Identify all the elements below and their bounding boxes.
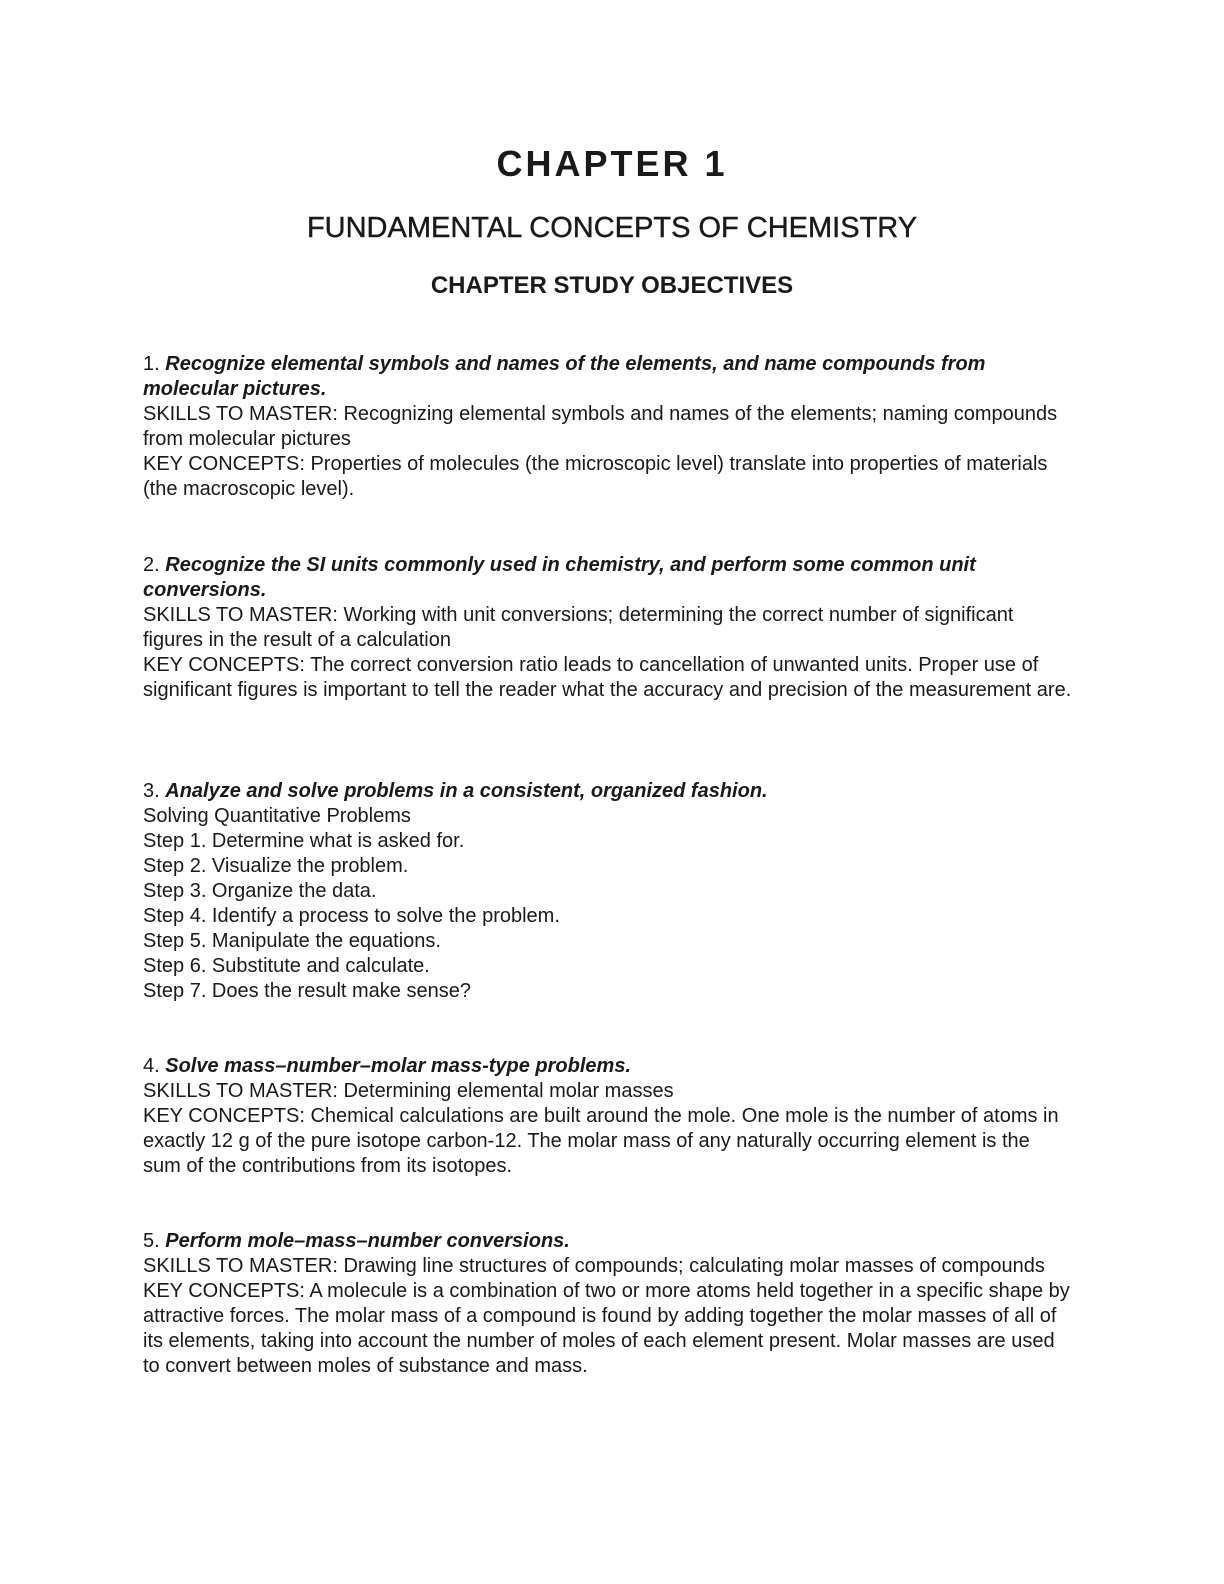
objective-title: Analyze and solve problems in a consistent, organized fashion. <box>165 780 768 802</box>
objective-number: 3. <box>143 780 166 802</box>
objective-heading <box>143 779 1073 804</box>
list-item: Step 4. Identify a process to solve the problem. <box>143 905 560 927</box>
objective-2 <box>143 553 1073 703</box>
list-item: Step 6. Substitute and calculate. <box>143 955 430 977</box>
skills-to-master: SKILLS TO MASTER: Recognizing elemental symbols and names of the elements; naming compounds from molecular pictures <box>143 403 1058 450</box>
chapter-title: CHAPTER 1 <box>496 143 728 184</box>
objectives-heading: CHAPTER STUDY OBJECTIVES <box>430 272 794 299</box>
objective-title: Recognize the SI units commonly used in chemistry, and perform some common unit conversions. <box>143 554 976 601</box>
key-concepts: KEY CONCEPTS: The correct conversion ratio leads to cancellation of unwanted units. Proper use of significant figures is important to tell the reader what the accuracy and precision of the measurement are. <box>143 654 1072 701</box>
objective-1 <box>143 352 1073 502</box>
list-item: Step 1. Determine what is asked for. <box>143 830 465 852</box>
skills-to-master: SKILLS TO MASTER: Drawing line structures of compounds; calculating molar masses of compounds <box>143 1255 1045 1277</box>
objective-heading <box>143 352 1073 402</box>
objective-title: Recognize elemental symbols and names of the elements, and name compounds from molecular pictures. <box>143 353 986 400</box>
objective-heading <box>143 553 1073 603</box>
key-concepts: KEY CONCEPTS: Chemical calculations are built around the mole. One mole is the number of atoms in exactly 12 g of the pure isotope carbon-12. The molar mass of any naturally occurring element is the sum of the contributions from its isotopes. <box>143 1105 1059 1177</box>
key-concepts: KEY CONCEPTS: Properties of molecules (the microscopic level) translate into properties of materials (the macroscopic level). <box>143 453 1048 500</box>
list-item: Step 7. Does the result make sense? <box>143 980 471 1002</box>
objective-heading <box>143 1054 1073 1079</box>
chapter-subtitle: FUNDAMENTAL CONCEPTS OF CHEMISTRY <box>306 212 918 244</box>
list-item: Step 5. Manipulate the equations. <box>143 930 441 952</box>
objective-number: 1. <box>143 353 166 375</box>
skills-to-master: SKILLS TO MASTER: Working with unit conversions; determining the correct number of significant figures in the result of a calculation <box>143 604 1014 651</box>
objective-3 <box>143 779 1073 1004</box>
objective-number: 4. <box>143 1055 166 1077</box>
objective-title: Perform mole–mass–number conversions. <box>165 1230 570 1252</box>
objective-4 <box>143 1054 1073 1179</box>
key-concepts: KEY CONCEPTS: A molecule is a combination of two or more atoms held together in a specific shape by attractive forces. The molar mass of a compound is found by adding together the molar masses of all of its elements, taking into account the number of moles of each element present. Molar masses are used to convert between moles of substance and mass. <box>143 1280 1070 1377</box>
list-item: Step 2. Visualize the problem. <box>143 855 409 877</box>
objective-number: 5. <box>143 1230 166 1252</box>
list-item: Solving Quantitative Problems <box>143 805 411 827</box>
objective-title: Solve mass–number–molar mass-type problems. <box>165 1055 631 1077</box>
objective-number: 2. <box>143 554 166 576</box>
skills-to-master: SKILLS TO MASTER: Determining elemental molar masses <box>143 1080 674 1102</box>
objective-heading <box>143 1229 1073 1254</box>
objective-5 <box>143 1229 1073 1379</box>
list-item: Step 3. Organize the data. <box>143 880 377 902</box>
